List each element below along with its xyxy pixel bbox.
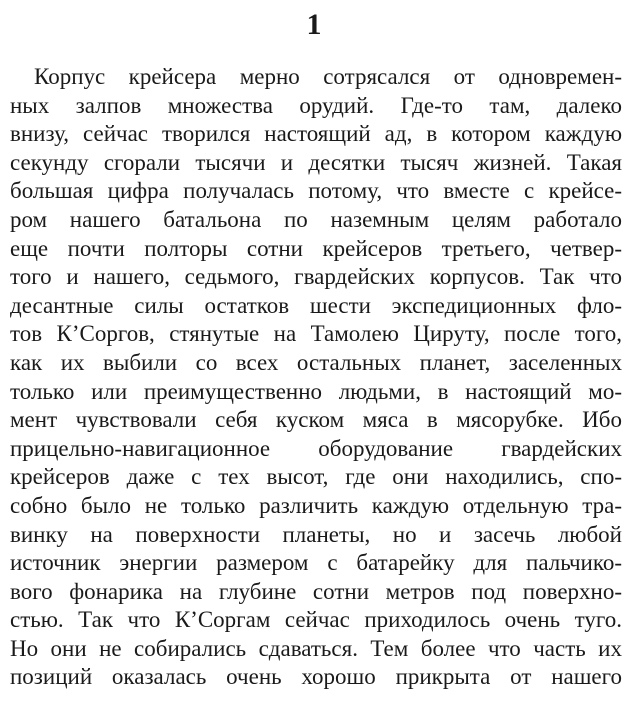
text-line: стью. Так что К’Соргам сейчас приходилось очень туго. [10,607,622,633]
text-line: источник энергии размером с батарейку для пальчико- [10,550,622,576]
text-line: ром нашего батальона по наземным целям работало [10,206,622,232]
text-line: внизу, сейчас творился настоящий ад, в котором каждую [10,121,622,147]
chapter-number: 1 [306,8,322,41]
text-line: прицельно-навигационное оборудование гвардейских [10,435,622,461]
text-line: только или преимущественно людьми, в настоящий мо- [10,378,622,404]
text-line: вого фонарика на глубине сотни метров под поверхно- [10,578,622,604]
text-line: как их выбили со всех остальных планет, заселенных [10,349,622,375]
text-line: того и нашего, седьмого, гвардейских корпусов. Так что [10,264,622,290]
text-line: ных залпов множества орудий. Где-то там, далеко [10,92,622,118]
text-line: секунду сгорали тысячи и десятки тысяч жизней. Такая [10,149,622,175]
text-line: крейсеров даже с тех высот, где они находились, спо- [10,464,622,490]
text-line: мент чувствовали себя куском мяса в мясорубке. Ибо [10,407,622,433]
body-text [10,63,622,692]
text-line: десантные силы остатков шести экспедиционных фло- [10,292,622,318]
text-line: большая цифра получалась потому, что вместе с крейсе- [10,178,622,204]
text-line: винку на поверхности планеты, но и засечь любой [10,521,622,547]
text-line: собно было не только различить каждую отдельную тра- [10,492,622,518]
text-line: Но они не собирались сдаваться. Тем более что часть их [10,635,622,661]
text-line: Корпус крейсера мерно сотрясался от одновремен- [34,64,622,89]
text-line: позиций оказалась очень хорошо прикрыта от нашего [10,664,622,690]
text-line: еще почти полторы сотни крейсеров третьего, четвер- [10,235,622,261]
text-line: тов К’Соргов, стянутые на Тамолею Цируту, после того, [10,321,622,347]
